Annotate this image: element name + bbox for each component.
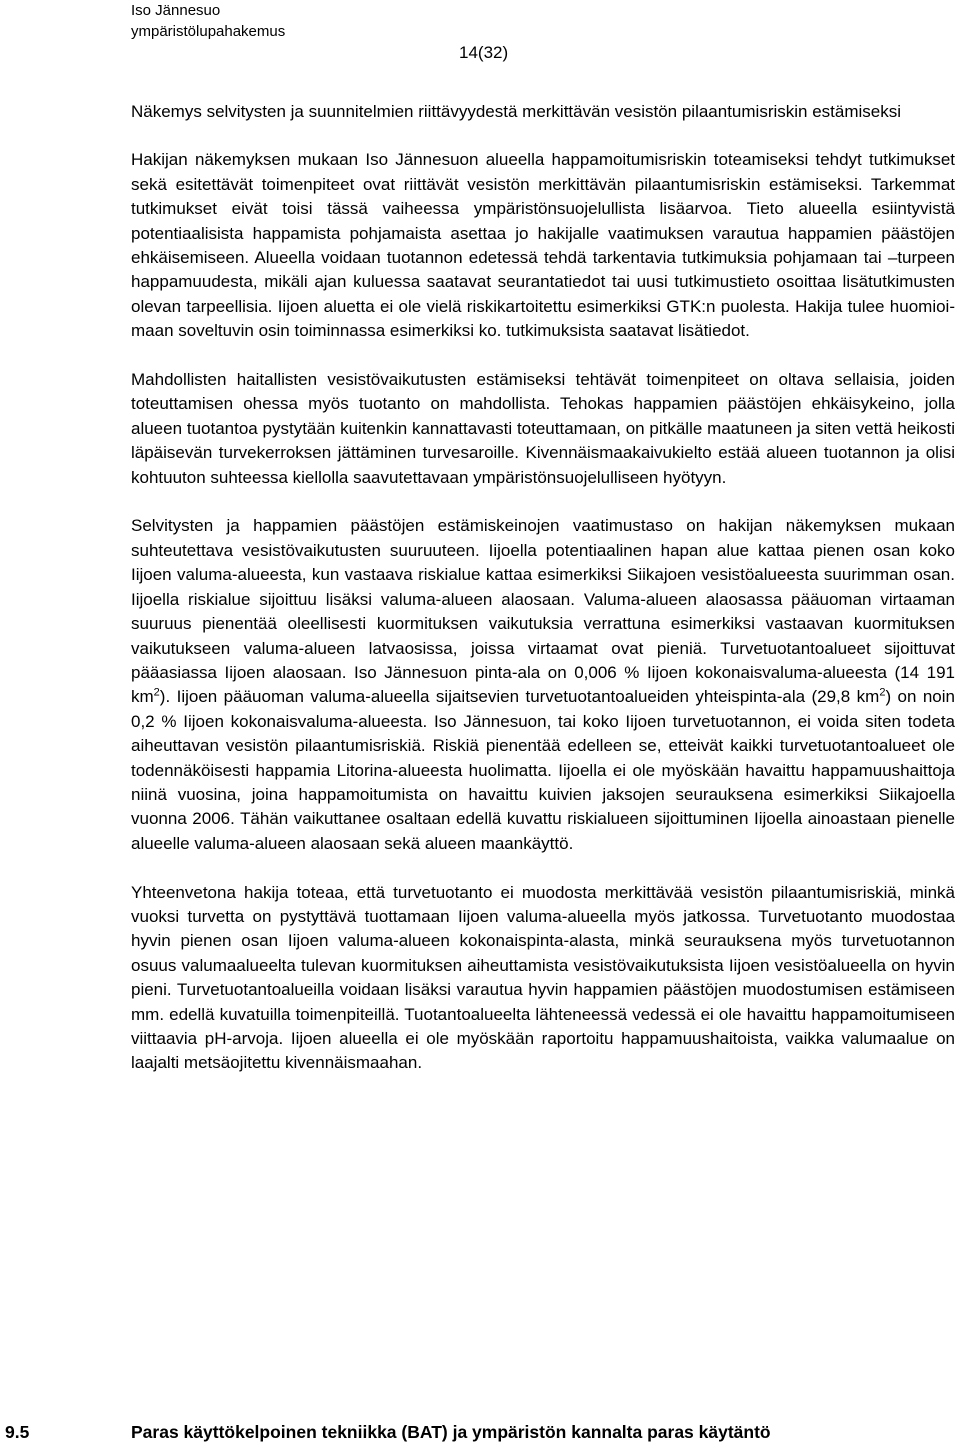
header-document-type: ympäristölupahakemus [131, 23, 286, 40]
header-project-name: Iso Jännesuo [131, 2, 221, 19]
subsection-heading: Näkemys selvitysten ja suunnitelmien riittävyydestä merkittävän vesistön pilaantumisriskin estämiseksi [131, 102, 902, 121]
paragraph-hakijan-nakemys: Hakijan näkemyksen mukaan Iso Jännesuon alueella happamoitumisriskin toteamiseksi tehdyt tutkimukset sekä esitettävät toimenpiteet ovat riittävät vesistön merkittävän pilaantumisriskin estämiseksi. Tarkemmat tutkimukset eivät toisi tässä vaiheessa ympäristönsuojelullista lisäarvoa. Tieto alueella esiintyvistä potentiaalisista happamista pohjamaista asettaa jo hakijalle vaatimuksen varautua happamien päästöjen ehkäisemiseen. Alueella voidaan tuotannon edetessä tehdä tarkentavia tutkimuksia pohjamaan tai –turpeen happamuudesta, mikäli ajan kuluessa saatavat seurantatiedot tai uusi tutkimustieto osoittaa lisätutkimusten olevan tarpeellisia. Iijoen aluetta ei ole vielä riskikartoitettu esimerkiksi GTK:n puolesta. Hakija tulee huomioimaan soveltuvin osin toiminnassa esimerkiksi ko. tutkimuksista saatavat lisätiedot. [131, 150, 955, 341]
paragraph-text-part: Selvitysten ja happamien päästöjen estämiskeinojen vaatimustaso on hakijan näkemyksen mukaan suhteutettava vesistövaikutusten suuruuteen. Iijoella potentiaalinen hapan alue kattaa pienen osan koko Iijoen valuma-alueesta, kun vastaava riskialue kattaa esimerkiksi Siikajoen vesistöalueesta suurimman osan. Iijoella riskialue sijoittuu lisäksi valuma-alueen alaosaan. Valuma-alueen alaosassa pääuoman virtaaman suuruus pienentää oleellisesti kuormituksen vaikutuksia verrattuna esimerkiksi vastaavan kuormituksen vaikutukseen valuma-alueen latvaosissa, joissa virtaamat ovat pieniä. Turvetuotantoalueet sijoittuvat pääasiassa Iijoen alaosaan. Iso Jännesuon pinta-ala on 0,006 % Iijoen kokonaisvaluma-alueesta (14 191 km [131, 516, 955, 707]
paragraph-selvitysten-vaatimustaso [131, 514, 955, 856]
document-header [131, 0, 285, 42]
page-number: 14(32) [459, 43, 509, 62]
paragraph-yhteenveto: Yhteenvetona hakija toteaa, että turvetuotanto ei muodosta merkittävää vesistön pilaantumisriskiä, minkä vuoksi turvetta on pystyttävä tuottamaan Iijoen valuma-alueella myös jatkossa. Turvetuotanto muodostaa hyvin pienen osan Iijoen valuma-alueen kokonaispinta-alasta, minkä seurauksena myös turvetuotannon osuus valumaalueelta tulevan kuormituksen aiheuttamista vesistövaikutuksista Iijoen vesistöalueella on hyvin pieni. Turvetuotantoalueilla voidaan lisäksi varautua hyvin happamien päästöjen muodostumisen estämiseen mm. edellä kuvatuilla toimenpiteillä. Tuotantoalueelta lähteneessä vedessä ei ole havaittu happamoitumiseen viittaavia pH-arvoja. Iijoen alueella ei ole myöskään raportoitu happamuushaitoista, vaikka valumaalue on laajalti metsäojitettu kivennäismaahan. [131, 882, 955, 1073]
paragraph-haitallisten-vaikutusten-estaminen: Mahdollisten haitallisten vesistövaikutusten estämiseksi tehtävät toimenpiteet on oltava sellaisia, joiden toteuttamisen ohessa myös tuotanto on mahdollista. Tehokas happamien päästöjen ehkäisykeino, jolla alueen tuotantoa pystytään kuitenkin kannattavasti toteuttamaan, on pitkälle maatuneen ja siten vettä heikosti läpäisevän turvekerroksen jättäminen turvesaroille. Kivennäismaakaivukielto estää alueen tuotannon ja olisi kohtuuton suhteessa kiellolla saavutettavaan ympäristönsuojelulliseen hyötyyn. [131, 370, 955, 487]
paragraph-text-part: ). Iijoen pääuoman valuma-alueella sijaitsevien turvetuotantoalueiden yhteispinta-ala (29,8 km [159, 687, 880, 707]
superscript: 2 [879, 686, 886, 699]
superscript: 2 [153, 686, 160, 699]
section-number: 9.5 [5, 1422, 30, 1442]
section-title: Paras käyttökelpoinen tekniikka (BAT) ja ympäristön kannalta paras käytäntö [131, 1422, 771, 1442]
paragraph-text-part: ) on noin 0,2 % Iijoen kokonaisvaluma-alueesta. Iso Jännesuon, tai koko Iijoen turvetuotannon, ei voida siten todeta aiheuttavan vesistön pilaantumisriskiä. Riskiä pienentää edelleen se, etteivät kaikki turvetuotantoalueet ole todennäköisesti happamia Litorina-alueesta huolimatta. Iijoella ei ole myöskään havaittu happamuushaittoja niinä vuosina, joina happamoitumista on havaittu kuivien jaksojen seurauksena esimerkiksi Siikajoella vuonna 2006. Tähän vaikuttanee osaltaan edellä kuvattu riskialueen sijoittuminen Iijoella ainoastaan pienelle alueelle valuma-alueen alaosaan sekä alueen maankäyttö. [131, 687, 955, 853]
document-body [131, 100, 955, 1100]
